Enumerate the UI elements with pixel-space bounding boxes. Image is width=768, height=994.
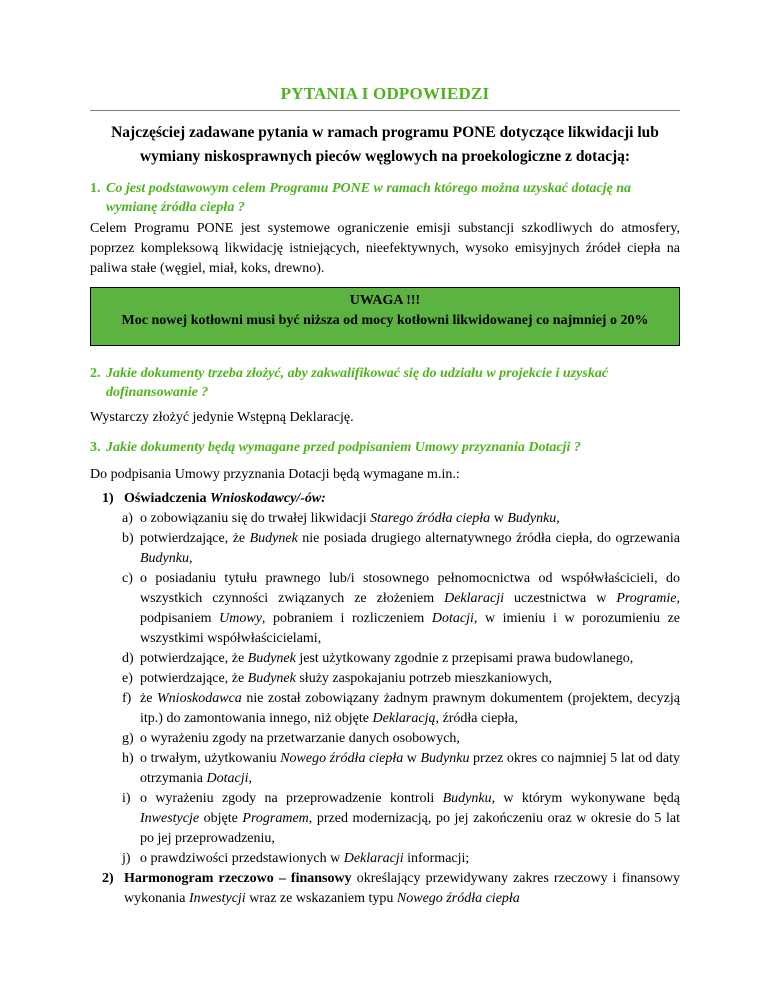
question-text: Jakie dokumenty trzeba złożyć, aby zakwalifikować się do udziału w projekcie i uzyskać dofinansowanie ? [106, 366, 609, 400]
answer-2: Wystarczy złożyć jedynie Wstępną Deklarację. [90, 410, 354, 425]
question-3 [90, 438, 680, 457]
list-subitem-f: f) że Wnioskodawca nie został zobowiązany żadnym prawnym dokumentem (projektem, decyzją itp.) do zamontowania innego, niż objęte Deklaracją, źródła ciepła, [122, 691, 680, 726]
answer-3: Do podpisania Umowy przyznania Dotacji będą wymagane m.in.: [90, 467, 460, 482]
list-subitem-d: d) potwierdzające, że Budynek jest użytkowany zgodnie z przepisami prawa budowlanego, [122, 651, 634, 666]
list-subitem-e: e) potwierdzające, że Budynek służy zaspokajaniu potrzeb mieszkaniowych, [122, 671, 553, 686]
list-item-number: 1) [102, 491, 114, 506]
list-item-heading: Harmonogram rzeczowo – finansowy [124, 871, 352, 886]
list-item-2: 2) Harmonogram rzeczowo – finansowy określający przewidywany zakres rzeczowy i finansowy wykonania Inwestycji wraz ze wskazaniem typu Nowego źródła ciepła [102, 869, 680, 909]
list-subitem-c: c) o posiadaniu tytułu prawnego lub/i stosownego pełnomocnictwa od współwłaścicieli, do wszystkich czynności związanych ze złożeniem Deklaracji uczestnictwa w Programie, podpisaniem Umowy, pobraniem i rozliczeniem Dotacji, w imieniu i w porozumieniu ze wszystkimi współwłaścicielami, [122, 571, 680, 646]
title-divider [90, 110, 680, 111]
answer-1: Celem Programu PONE jest systemowe ograniczenie emisji substancji szkodliwych do atmosfery, poprzez kompleksową likwidację istniejących, nieefektywnych, wysoko emisyjnych źródeł ciepła na paliwa stałe (węgiel, miał, koks, drewno). [90, 221, 680, 276]
warning-title: UWAGA !!! [349, 293, 421, 308]
list-subitem-h: h) o trwałym, użytkowaniu Nowego źródła ciepła w Budynku przez okres co najmniej 5 lat od daty otrzymania Dotacji, [122, 751, 680, 786]
document-page [90, 0, 680, 909]
required-documents-list [90, 489, 680, 909]
question-number: 2. [90, 366, 101, 381]
list-subitem-i: i) o wyrażeniu zgody na przeprowadzenie kontroli Budynku, w którym wykonywane będą Inwestycje objęte Programem, przed modernizacją, po jej zakończeniu oraz w okresie do 5 lat po jej przeprowadzeniu, [122, 791, 680, 846]
question-text: Jakie dokumenty będą wymagane przed podpisaniem Umowy przyznania Dotacji ? [106, 440, 581, 455]
question-number: 3. [90, 440, 101, 455]
list-subitem-j: j) o prawdziwości przedstawionych w Deklaracji informacji; [122, 851, 470, 866]
list-item-heading-italic: Wnioskodawcy/-ów: [209, 491, 326, 506]
warning-text: Moc nowej kotłowni musi być niższa od mocy kotłowni likwidowanej co najmniej o 20% [121, 313, 649, 328]
question-2 [90, 364, 680, 402]
list-subitem-b: b) potwierdzające, że Budynek nie posiada drugiego alternatywnego źródła ciepła, do ogrzewania Budynku, [122, 531, 680, 566]
list-item-heading: Oświadczenia [124, 491, 210, 506]
intro-heading: Najczęściej zadawane pytania w ramach programu PONE dotyczące likwidacji lub wymiany niskosprawnych pieców węglowych na proekologiczne z dotacją: [111, 124, 659, 165]
question-1 [90, 179, 680, 217]
list-subitem-g: g) o wyrażeniu zgody na przetwarzanie danych osobowych, [122, 731, 460, 746]
warning-box [90, 287, 680, 346]
page-title: PYTANIA I ODPOWIEDZI [280, 84, 490, 103]
question-number: 1. [90, 181, 101, 196]
list-item-1 [102, 489, 680, 509]
list-item-number: 2) [102, 871, 114, 886]
list-subitem-a: a) o zobowiązaniu się do trwałej likwidacji Starego źródła ciepła w Budynku, [122, 511, 560, 526]
question-text: Co jest podstawowym celem Programu PONE w ramach którego można uzyskać dotację na wymianę źródła ciepła ? [106, 181, 632, 215]
